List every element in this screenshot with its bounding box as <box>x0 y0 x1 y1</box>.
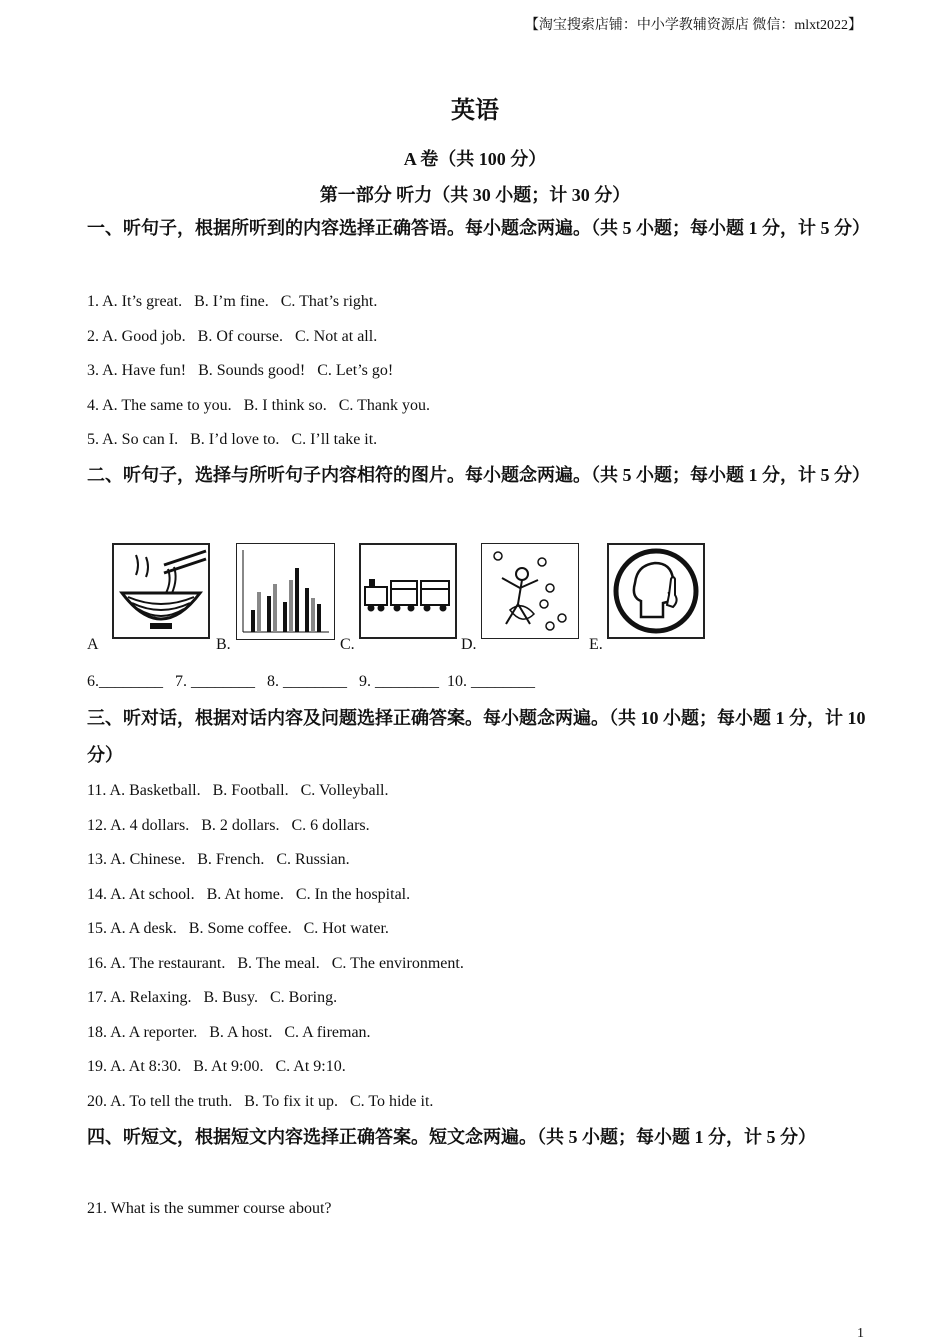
part-heading: 第一部分 听力（共 30 小题；计 30 分） <box>319 185 631 205</box>
picture-row <box>87 538 787 658</box>
toy-train-icon <box>359 543 457 639</box>
header-note: 【淘宝搜索店铺：中小学教辅资源店 微信：mlxt2022】 <box>524 18 862 33</box>
question-11: 11. A. Basketball. B. Football. C. Volleyball. <box>87 782 389 799</box>
section-2-heading: 二、听句子，选择与所听句子内容相符的图片。每小题念两遍。（共 5 小题；每小题 1 分，计 5 分） <box>87 465 870 485</box>
section-3-heading: 三、听对话，根据对话内容及问题选择正确答案。每小题念两遍。（共 10 小题；每小题 1 分，计 10 分） <box>87 708 866 765</box>
question-17: 17. A. Relaxing. B. Busy. C. Boring. <box>87 989 338 1006</box>
picture-label-c: C. <box>340 636 355 653</box>
question-1: 1. A. It’s great. B. I’m fine. C. That’s right. <box>87 293 378 310</box>
question-13: 13. A. Chinese. B. French. C. Russian. <box>87 851 350 868</box>
question-16: 16. A. The restaurant. B. The meal. C. The environment. <box>87 955 464 972</box>
quiet-gesture-icon <box>607 543 705 639</box>
volume-heading: A 卷（共 100 分） <box>403 149 547 169</box>
section-1-heading: 一、听句子，根据所听到的内容选择正确答语。每小题念两遍。（共 5 小题；每小题 1 分，计 5 分） <box>87 218 870 238</box>
dancing-figure-icon <box>481 543 579 639</box>
question-12: 12. A. 4 dollars. B. 2 dollars. C. 6 dollars. <box>87 817 370 834</box>
picture-label-d: D. <box>461 636 477 653</box>
section-4-heading: 四、听短文，根据短文内容选择正确答案。短文念两遍。（共 5 小题；每小题 1 分，计 5 分） <box>87 1127 816 1147</box>
picture-label-a: A <box>87 636 99 653</box>
question-4: 4. A. The same to you. B. I think so. C. Thank you. <box>87 397 430 414</box>
question-3: 3. A. Have fun! B. Sounds good! C. Let’s go! <box>87 362 394 379</box>
question-18: 18. A. A reporter. B. A host. C. A fireman. <box>87 1024 371 1041</box>
bar-graph-icon <box>236 543 335 640</box>
picture-label-b: B. <box>216 636 231 653</box>
question-2: 2. A. Good job. B. Of course. C. Not at all. <box>87 328 378 345</box>
question-5: 5. A. So can I. B. I’d love to. C. I’ll take it. <box>87 431 378 448</box>
question-19: 19. A. At 8:30. B. At 9:00. C. At 9:10. <box>87 1058 346 1075</box>
question-14: 14. A. At school. B. At home. C. In the hospital. <box>87 886 411 903</box>
question-15: 15. A. A desk. B. Some coffee. C. Hot water. <box>87 920 389 937</box>
noodles-bowl-icon <box>112 543 210 639</box>
question-21: 21. What is the summer course about? <box>87 1200 332 1217</box>
answer-blanks: 6.________ 7. ________ 8. ________ 9. ________ 10. ________ <box>87 673 535 690</box>
page-title: 英语 <box>451 98 499 124</box>
page-number: 1 <box>857 1326 864 1341</box>
question-20: 20. A. To tell the truth. B. To fix it up. C. To hide it. <box>87 1093 434 1110</box>
picture-label-e: E. <box>589 636 603 653</box>
